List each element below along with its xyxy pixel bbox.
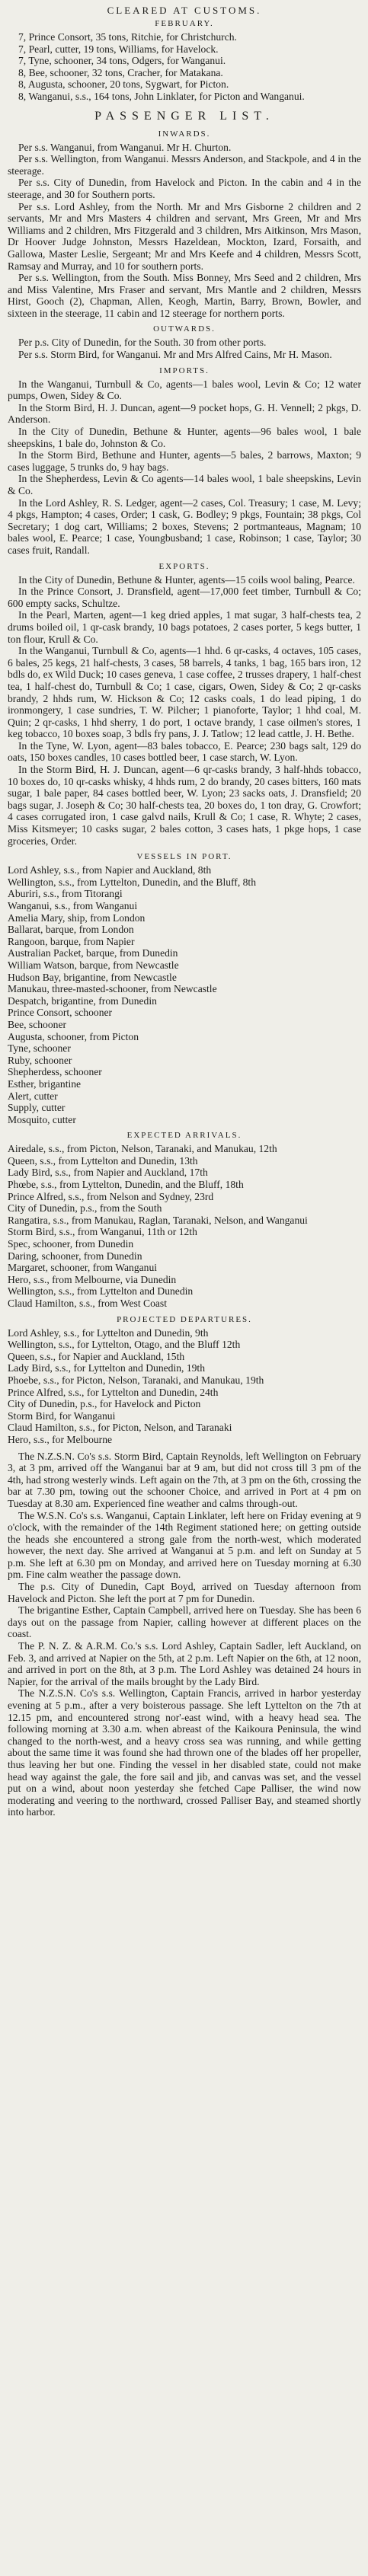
shipping-report: The brigantine Esther, Captain Campbell, arrived here on Tuesday. She has been 6 days out on the passage from Napier, calling however at different places on the coast. (8, 1604, 361, 1640)
cleared-section (8, 5, 361, 103)
vessel-entry: Ruby, schooner (8, 1054, 72, 1066)
import-entry: In the Wanganui, Turnbull & Co, agents—1 bales wool, Levin & Co; 12 water pumps, Owen, Sidey & Co. (8, 378, 361, 402)
imports-section (8, 365, 361, 557)
export-entry: In the City of Dunedin, Bethune & Hunter, agents—15 coils wool baling, Pearce. (18, 573, 355, 586)
arrival-entry: Hero, s.s., from Melbourne, via Dunedin (8, 1273, 177, 1285)
arrival-entry: Wellington, s.s., from Lyttelton and Dunedin (8, 1285, 194, 1298)
vessel-entry: William Watson, barque, from Newcastle (8, 959, 179, 971)
vessel-entry: Ballarat, barque, from London (8, 924, 134, 936)
projected-departures-heading: PROJECTED DEPARTURES. (117, 1314, 252, 1324)
vessel-entry: Aburiri, s.s., from Titorangi (8, 888, 123, 900)
departure-entry: City of Dunedin, p.s., for Havelock and Picton (8, 1398, 201, 1410)
arrival-entry: Storm Bird, s.s., from Wanganui, 11th or 12th (8, 1226, 197, 1238)
passenger-inwards-entry: Per s.s. Wanganui, from Wanganui. Mr H. Churton. (18, 141, 232, 153)
shipping-report: The p.s. City of Dunedin, Capt Boyd, arrived on Tuesday afternoon from Havelock and Picton. She left the port at 7 pm for Dunedin. (8, 1581, 361, 1604)
cleared-entry: 8, Augusta, schooner, 20 tons, Sygwart, for Picton. (18, 78, 229, 91)
departure-entry: Prince Alfred, s.s., for Lyttelton and Dunedin, 24th (8, 1386, 219, 1398)
vessel-entry: Supply, cutter (8, 1102, 66, 1114)
departure-entry: Claud Hamilton, s.s., for Picton, Nelson, and Taranaki (8, 1422, 232, 1434)
passenger-inwards-entry: Per s.s. Wellington, from Wanganui. Messrs Anderson, and Stackpole, and 4 in the steerage. (8, 153, 361, 177)
departure-entry: Queen, s.s., for Napier and Auckland, 15th (8, 1350, 185, 1362)
arrival-entry: Rangatira, s.s., from Manukau, Raglan, Taranaki, Nelson, and Wanganui (8, 1214, 308, 1226)
arrival-entry: Prince Alfred, s.s., from Nelson and Sydney, 23rd (8, 1190, 214, 1202)
arrival-entry: Queen, s.s., from Lyttelton and Dunedin, 13th (8, 1154, 198, 1167)
vessel-entry: Hudson Bay, brigantine, from Newcastle (8, 971, 177, 983)
vessel-entry: Despatch, brigantine, from Dunedin (8, 994, 157, 1007)
shipping-report: The N.Z.S.N. Co's s.s. Storm Bird, Captain Reynolds, left Wellington on February 3, at 3 pm, arrived off the Wanganui bar at 9 am, but did not cross till 3 pm of the 4th, had strong westerly winds. Left again on the 7th, at 3 pm on the 6th, crossing the bar at 7.30 pm, towing out the schooner Choice, and arrived in Port at 4 pm on Tuesday at 8.30 am. Experienced fine weather and calms through-out. (8, 1450, 361, 1509)
departure-entry: Storm Bird, for Wanganui (8, 1409, 116, 1422)
vessel-entry: Shepherdess, schooner (8, 1066, 102, 1078)
shipping-report: The W.S.N. Co's s.s. Wanganui, Captain Linklater, left here on Friday evening at 9 o'clock, with the remainder of the 14th Regiment stationed here; on getting outside the heads she encountered a strong gale from the north-west, which moderated however, the next day. She arrived at Wanganui at 5 p.m. and left on Sunday at 5 p.m. She left at 6.30 pm on Monday, and arrived here on Tuesday morning at 6.30 pm. Fine calm weather the passage down. (8, 1509, 361, 1581)
shipping-report: The N.Z.S.N. Co's s.s. Wellington, Captain Francis, arrived in harbor yesterday evening at 5 p.m., after a very boisterous passage. She left Lyttelton on the 7th at 12.15 pm, and encountered strong nor'-east wind, with a heavy head sea. The following morning at 3.30 a.m. when abreast of the Kaikoura Peninsula, the wind changed to the north-west, and a heavy cross sea was running, and while getting about the same time it was found she had thrown one of the blades off her propeller, thus leaving her but one. Finding the vessel in her disabled state, could not make head way against the gale, the fore sail and jib, and canvas was set, and the vessel put on a wind, about noon yesterday she fetched Cape Palliser, the wind now moderating and veering to the northward, crossed Palliser Bay, and steamed shortly into harbor. (8, 1687, 361, 1818)
export-entry: In the Prince Consort, J. Dransfield, agent—17,000 feet timber, Turnbull & Co; 600 empty sacks, Schultze. (8, 586, 361, 609)
imports-heading: IMPORTS. (159, 365, 210, 375)
vessel-entry: Bee, schooner (8, 1018, 67, 1030)
vessel-entry: Rangoon, barque, from Napier (8, 935, 135, 947)
vessels-in-port-section (8, 851, 361, 1125)
vessel-entry: Manukau, three-masted-schooner, from Newcastle (8, 983, 217, 995)
arrival-entry: Airedale, s.s., from Picton, Nelson, Taranaki, and Manukau, 12th (8, 1143, 277, 1155)
arrival-entry: Daring, schooner, from Dunedin (8, 1250, 142, 1262)
passenger-section (8, 109, 361, 361)
import-entry: In the City of Dunedin, Bethune & Hunter, agents—96 bales wool, 1 bale sheepskins, 1 bale do, Johnston & Co. (8, 426, 361, 449)
vessel-entry: Prince Consort, schooner (8, 1007, 113, 1019)
shipping-reports-section (8, 1451, 361, 1818)
passenger-inwards-entry: Per s.s. City of Dunedin, from Havelock and Picton. In the cabin and 4 in the steerage, and 30 for Southern ports. (8, 177, 361, 200)
arrival-entry: Margaret, schooner, from Wanganui (8, 1262, 158, 1274)
departure-entry: Hero, s.s., for Melbourne (8, 1433, 113, 1445)
export-entry: In the Storm Bird, H. J. Duncan, agent—6 qr-casks brandy, 3 half-hhds tobacco, 10 boxes do, 10 qr-casks whisky, 4 hhds rum, 2 do brandy, 20 cases bitters, 160 mats sugar, 1 bale paper, 84 cases bottled beer, W. Lyon; 23 sacks oats, J. Dransfield; 20 bags sugar, J. Joseph & Co; 30 half-chests tea, 20 boxes do, 1 ton dray, G. Crowfort; 4 cases corrugated iron, 1 case galvd nails, Krull & Co; 1 case, R. Whyte; 2 cases, Miss Kitsmeyer; 10 casks sugar, 2 bales cotton, 3 cases hats, 1 pkge hops, 1 case groceries, Order. (8, 764, 361, 847)
export-entry: In the Pearl, Marten, agent—1 keg dried apples, 1 mat sugar, 3 half-chests tea, 2 drums boiled oil, 1 qr-cask brandy, 10 bags potatoes, 2 cases porter, 5 kegs butter, 1 ton flour, Krull & Co. (8, 609, 361, 645)
vessel-entry: Wanganui, s.s., from Wanganui (8, 900, 138, 911)
arrival-entry: Lady Bird, s.s., from Napier and Auckland, 17th (8, 1167, 208, 1179)
cleared-heading: CLEARED AT CUSTOMS. (107, 5, 262, 16)
shipping-report: The P. N. Z. & A.R.M. Co.'s s.s. Lord Ashley, Captain Sadler, left Auckland, on Feb. 3, and arrived at Napier on the 5th, at 2 p.m. Left Napier on the 6th, at 12 noon, and arrived in port on the 8th, at 3 p.m. The Lord Ashley was detained 24 hours in Napier, for the arrival of the mails brought by the Lady Bird. (8, 1640, 361, 1687)
passenger-outwards-entry: Per p.s. City of Dunedin, for the South. 30 from other ports. (18, 337, 267, 349)
departure-entry: Wellington, s.s., for Lyttelton, Otago, and the Bluff 12th (8, 1339, 241, 1351)
vessel-entry: Wellington, s.s., from Lyttelton, Dunedin, and the Bluff, 8th (8, 876, 257, 888)
departure-entry: Lady Bird, s.s., for Lyttelton and Dunedin, 19th (8, 1362, 206, 1374)
inwards-heading: INWARDS. (158, 129, 211, 139)
vessel-entry: Lord Ashley, s.s., from Napier and Auckland, 8th (8, 864, 212, 876)
vessel-entry: Australian Packet, barque, from Dunedin (8, 947, 178, 959)
arrival-entry: Spec, schooner, from Dunedin (8, 1238, 134, 1250)
import-entry: In the Lord Ashley, R. S. Ledger, agent—2 cases, Col. Treasury; 1 case, M. Levy; 4 pkgs, Hampton; 4 cases, Order; 1 cask, G. Bodley; 9 pkgs, Fountain; 38 pkgs, Col Secretary; 1 dog cart, Williams; 2 boxes, Stevens; 2 portmanteaus, Magnam; 10 bales wool, E. Pearce; 1 case, Youngbusband; 1 case, Robinson; 1 case, Taylor; 30 cases fruit, Randall. (8, 496, 361, 556)
cleared-entry: 7, Pearl, cutter, 19 tons, Williams, for Havelock. (18, 43, 219, 55)
passenger-outwards-entry: Per s.s. Storm Bird, for Wanganui. Mr and Mrs Alfred Cains, Mr H. Mason. (18, 349, 332, 361)
departure-entry: Lord Ashley, s.s., for Lyttelton and Dunedin, 9th (8, 1326, 209, 1339)
vessel-entry: Alert, cutter (8, 1090, 58, 1102)
projected-departures-section (8, 1314, 361, 1446)
arrival-entry: Phœbe, s.s., from Lyttelton, Dunedin, and the Bluff, 18th (8, 1179, 244, 1191)
vessel-entry: Augusta, schooner, from Picton (8, 1030, 139, 1042)
export-entry: In the Tyne, W. Lyon, agent—83 bales tobacco, E. Pearce; 230 bags salt, 129 do oats, 150 boxes candles, 10 cases bottled beer, 1 case starch, W. Lyon. (8, 739, 361, 764)
import-entry: In the Shepherdess, Levin & Co agents—14 bales wool, 1 bale sheepskins, Levin & Co. (8, 473, 361, 496)
vessel-entry: Amelia Mary, ship, from London (8, 911, 146, 924)
arrival-entry: City of Dunedin, p.s., from the South (8, 1202, 162, 1215)
departure-entry: Phoebe, s.s., for Picton, Nelson, Taranaki, and Manukau, 19th (8, 1374, 264, 1386)
vessel-entry: Esther, brigantine (8, 1077, 82, 1090)
outwards-heading: OUTWARDS. (153, 324, 216, 334)
passenger-list-title: PASSENGER LIST. (94, 109, 274, 123)
import-entry: In the Storm Bird, H. J. Duncan, agent—9 pocket hops, G. H. Vennell; 2 pkgs, D. Anderson. (8, 401, 361, 426)
exports-heading: EXPORTS. (158, 561, 210, 571)
cleared-entry: 7, Prince Consort, 35 tons, Ritchie, for Christchurch. (18, 31, 237, 43)
arrival-entry: Claud Hamilton, s.s., from West Coast (8, 1298, 167, 1309)
import-entry: In the Storm Bird, Bethune and Hunter, agents—5 bales, 2 barrows, Maxton; 9 cases luggage, 5 trunks do, 9 hay bags. (8, 449, 361, 473)
vessels-in-port-heading: VESSELS IN PORT. (136, 852, 232, 862)
vessel-entry: Tyne, schooner (8, 1042, 71, 1055)
passenger-inwards-entry: Per s.s. Wellington, from the South. Miss Bonney, Mrs Seed and 2 children, Mrs and Miss Valentine, Mrs Fraser and servant, Mrs Mantle and 2 children, Messrs Hirst, Gooch (2), Chapman, Allen, Keogh, Martin, Barry, Brown, Bowler, and sixteen in the steerage, 11 cabin and 12 steerage for northern ports. (8, 272, 361, 319)
cleared-entry: 7, Tyne, schooner, 34 tons, Odgers, for Wanganui. (18, 55, 226, 67)
cleared-entry: 8, Wanganui, s.s., 164 tons, John Linklater, for Picton and Wanganui. (18, 90, 305, 102)
export-entry: In the Wanganui, Turnbull & Co, agents—1 hhd. 6 qr-casks, 4 octaves, 105 cases, 6 bales, 25 kegs, 21 half-chests, 3 cases, 58 barrels, 4 tanks, 1 bag, 165 bars iron, 12 bdls do, ex Wild Duck; 10 cases geneva, 1 case coffee, 2 trusses drapery, 1 half-chest tea, 1 half-chest do, Turnbull & Co; 1 case, cigars, Owen, Sidey & Co; 2 qr-casks brandy, 2 hhds rum, W. Hickson & Co; 12 casks coals, 1 do lead piping, 1 do ironmongery, 1 case sundries, T. W. Pilcher; 1 pianoforte, Taylor; 1 hhd coal, M. Quin; 2 qr-casks, 1 hhd sherry, 1 do port, 1 octave brandy, 1 case oilmen's stores, 1 keg tobacco, 10 boxes soap, 3 bdls fry pans, J. J. Tatlow; 12 lead cattle, J. H. Bethe. (8, 645, 361, 740)
expected-arrivals-heading: EXPECTED ARRIVALS. (126, 1131, 242, 1141)
expected-arrivals-section (8, 1130, 361, 1309)
vessel-entry: Mosquito, cutter (8, 1113, 76, 1125)
passenger-inwards-entry: Per s.s. Lord Ashley, from the North. Mr and Mrs Gisborne 2 children and 2 servants, Mr and Mrs Masters 4 children and servant, Mrs Green, Mr and Mrs Williams and 2 children, Mrs Fitzgerald and 3 children, Mrs Aitkinson, Mrs Mason, Dr Hoover Judge Johnston, Messrs Hazeldean, Mockton, Izard, Forsaith, and Gallowa, Master Leslie, Sergeant; Mr and Mrs Keefe and 4 children, Messrs Scott, Ramsay and Murray, and 10 for southern ports. (8, 200, 361, 272)
cleared-subheading: FEBRUARY. (155, 19, 214, 28)
cleared-entry: 8, Bee, schooner, 32 tons, Cracher, for Matakana. (18, 66, 223, 78)
exports-section (8, 561, 361, 847)
